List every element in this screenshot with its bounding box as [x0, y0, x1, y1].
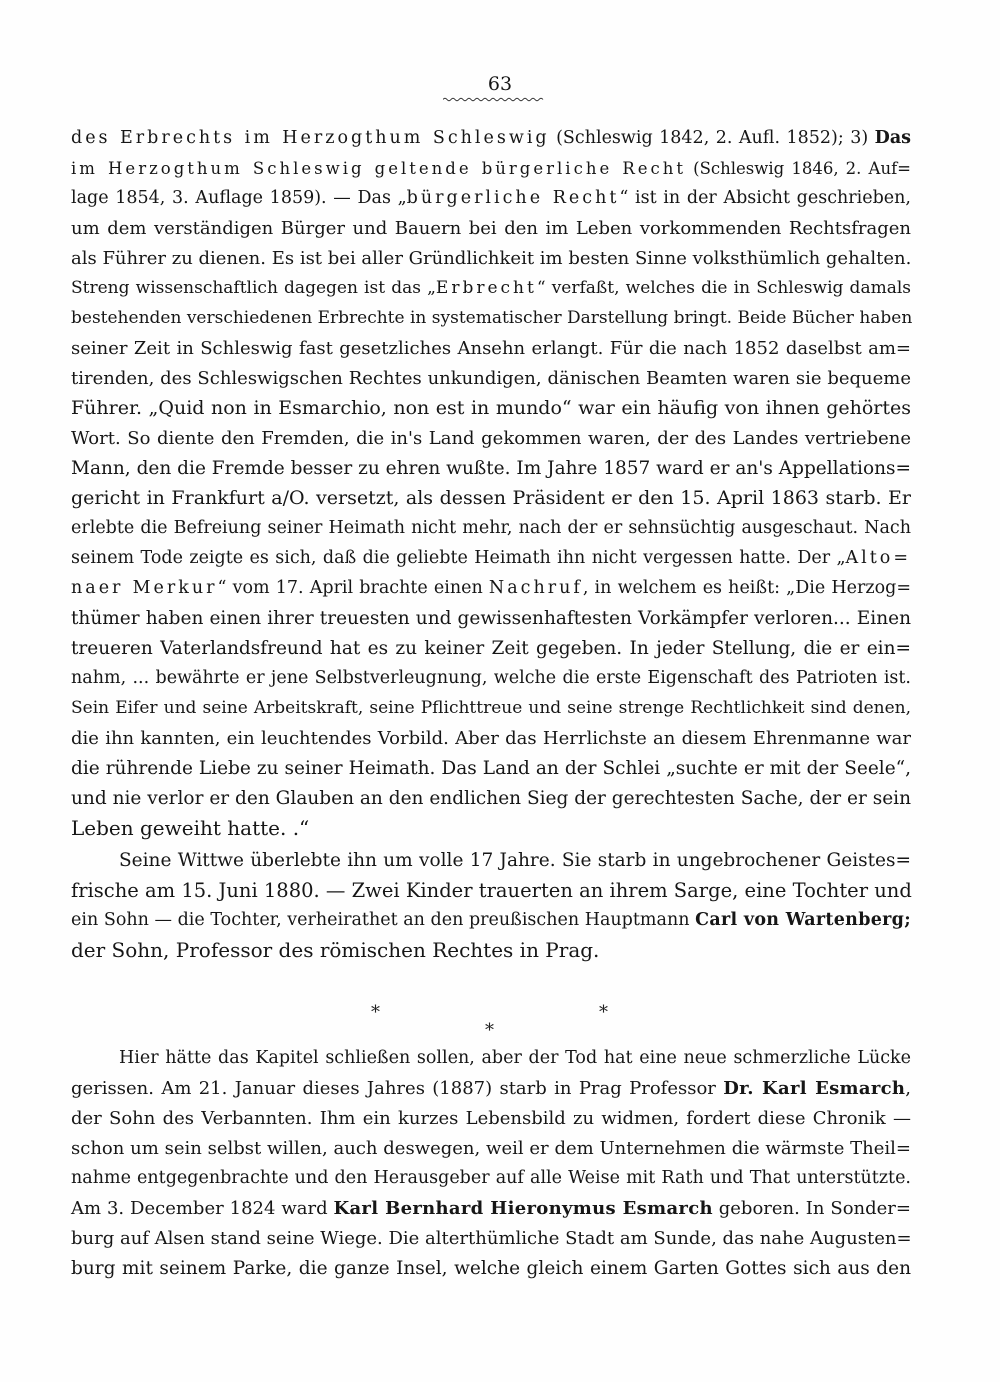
text-line: Seine Wittwe überlebte ihn um volle 17 Jahre. Sie starb in ungebrochener Geistes=: [119, 850, 911, 871]
text-run: Streng wissenschaftlich dagegen ist das „: [71, 278, 436, 298]
text-line: um dem verständigen Bürger und Bauern bei den im Leben vorkommenden Rechtsfragen: [71, 218, 911, 239]
text-run: ;: [904, 910, 911, 930]
text-line: bestehenden verschiedenen Erbrechte in systematischer Darstellung bringt. Beide Bücher haben: [71, 308, 913, 328]
text-line: nahme entgegenbrachte und den Herausgeber auf alle Weise mit Rath und That unterstützte.: [71, 1168, 911, 1188]
emphasized-title: des Erbrechts im Herzogthum Schleswig: [71, 128, 550, 148]
text-run: gerissen. Am 21. Januar dieses Jahres (1887) starb in Prag Professor: [71, 1078, 724, 1099]
text-line: [71, 906, 911, 935]
person-name: Carl von Wartenberg: [695, 910, 905, 930]
text-run: (Schleswig 1842, 2. Aufl. 1852); 3): [549, 128, 875, 148]
text-line: Sein Eifer und seine Arbeitskraft, seine Pflichttreue und seine strenge Rechtlichkeit sind denen,: [71, 698, 911, 718]
text-line: Hier hätte das Kapitel schließen sollen, aber der Tod hat eine neue schmerzliche Lücke: [119, 1048, 911, 1068]
text-line: der Sohn des Verbannten. Ihm ein kurzes Lebensbild zu widmen, fordert diese Chronik —: [71, 1108, 911, 1129]
text-line: [71, 184, 911, 213]
person-name: Karl Bernhard Hieronymus Esmarch: [333, 1198, 713, 1219]
text-line: seiner Zeit in Schleswig fast gesetzliches Ansehn erlangt. Für die nach 1852 daselbst am=: [71, 338, 911, 359]
text-run: “ ist in der Absicht geschrieben,: [619, 188, 911, 208]
text-line: Mann, den die Fremde besser zu ehren wußte. Im Jahre 1857 ward er an's Appellations=: [71, 458, 911, 479]
text-line: burg auf Alsen stand seine Wiege. Die alterthümliche Stadt am Sunde, das nahe Augusten=: [71, 1228, 912, 1249]
text-line: der Sohn, Professor des römischen Rechtes in Prag.: [71, 938, 600, 962]
text-line: nahm, ... bewährte er jene Selbstverleugnung, welche die erste Eigenschaft des Patrioten ist.: [71, 668, 911, 688]
text-line: die rührende Liebe zu seiner Heimath. Das Land an der Schlei „suchte er mit der Seele“,: [71, 758, 911, 779]
person-name: Dr. Karl Esmarch: [723, 1078, 906, 1099]
text-line: schon um sein selbst willen, auch deswegen, weil er dem Unternehmen die wärmste Theil=: [71, 1138, 911, 1159]
text-line: treueren Vaterlandsfreund hat es zu keiner Zeit gegeben. In jeder Stellung, die er ein=: [71, 638, 911, 659]
text-line: [71, 544, 911, 573]
emphasized-title: naer Merkur: [71, 578, 218, 598]
text-run: geboren. In Sonder=: [712, 1198, 911, 1219]
text-run: Am 3. December 1824 ward: [71, 1198, 334, 1219]
text-run: “ vom 17. April brachte einen: [217, 578, 489, 598]
emphasized-title: Das: [874, 128, 912, 148]
asterism-star: *: [371, 1002, 380, 1023]
text-run: seinem Tode zeigte es sich, daß die geliebte Heimath ihn nicht vergessen hatte. Der „: [71, 548, 846, 568]
text-line: [71, 124, 911, 153]
text-line: die ihn kannten, ein leuchtendes Vorbild. Aber das Herrlichste an diesem Ehrenmanne war: [71, 728, 911, 749]
text-line: [71, 274, 911, 303]
text-line: erlebte die Befreiung seiner Heimath nicht mehr, nach der er sehnsüchtig ausgeschaut. Nach: [71, 518, 911, 538]
emphasized-title: Nachruf: [488, 578, 583, 598]
emphasized-title: Erbrecht: [435, 278, 537, 298]
emphasized-title: bürgerliche Recht: [406, 188, 620, 208]
text-line: [71, 574, 911, 603]
text-line: burg mit seinem Parke, die ganze Insel, welche gleich einem Garten Gottes sich aus den: [71, 1258, 911, 1279]
text-line: [71, 154, 911, 183]
emphasized-title: im Herzogthum Schleswig geltende bürgerliche Recht: [71, 159, 687, 178]
text-line: [71, 1194, 911, 1223]
text-line: Leben geweiht hatte. .“: [71, 816, 310, 840]
page-number-ornament-rule: [443, 97, 545, 102]
text-line: Wort. So diente den Fremden, die in's Land gekommen waren, der des Landes vertriebene: [71, 428, 911, 449]
emphasized-title: Alto=: [845, 548, 911, 568]
text-line: Führer. „Quid non in Esmarchio, non est in mundo“ war ein häufig von ihnen gehörtes: [71, 397, 911, 419]
text-run: (Schleswig 1846, 2. Auf=: [686, 159, 912, 178]
text-run: ,: [905, 1078, 911, 1099]
text-run: , in welchem es heißt: „Die Herzog=: [582, 578, 911, 598]
text-run: lage 1854, 3. Auflage 1859). — Das „: [71, 188, 407, 208]
text-line: gericht in Frankfurt a/O. versetzt, als dessen Präsident er den 15. April 1863 starb. Er: [71, 487, 911, 509]
text-run: “ verfaßt, welches die in Schleswig damals: [536, 278, 911, 298]
text-line: frische am 15. Juni 1880. — Zwei Kinder trauerten an ihrem Sarge, eine Tochter und: [71, 879, 912, 902]
text-line: als Führer zu dienen. Es ist bei aller Gründlichkeit im besten Sinne volksthümlich gehalten.: [71, 248, 912, 269]
asterism-star: *: [599, 1002, 608, 1023]
text-run: ein Sohn — die Tochter, verheirathet an den preußischen Hauptmann: [71, 910, 696, 930]
text-line: und nie verlor er den Glauben an den endlichen Sieg der gerechtesten Sache, der er sein: [71, 788, 911, 809]
text-line: tirenden, des Schleswigschen Rechtes unkundigen, dänischen Beamten waren sie bequeme: [71, 368, 911, 389]
text-line: [71, 1074, 911, 1103]
text-line: thümer haben einen ihrer treuesten und gewissenhaftesten Vorkämpfer verloren... Einen: [71, 608, 911, 629]
asterism-star: *: [485, 1020, 494, 1041]
page-number: 63: [487, 73, 513, 95]
